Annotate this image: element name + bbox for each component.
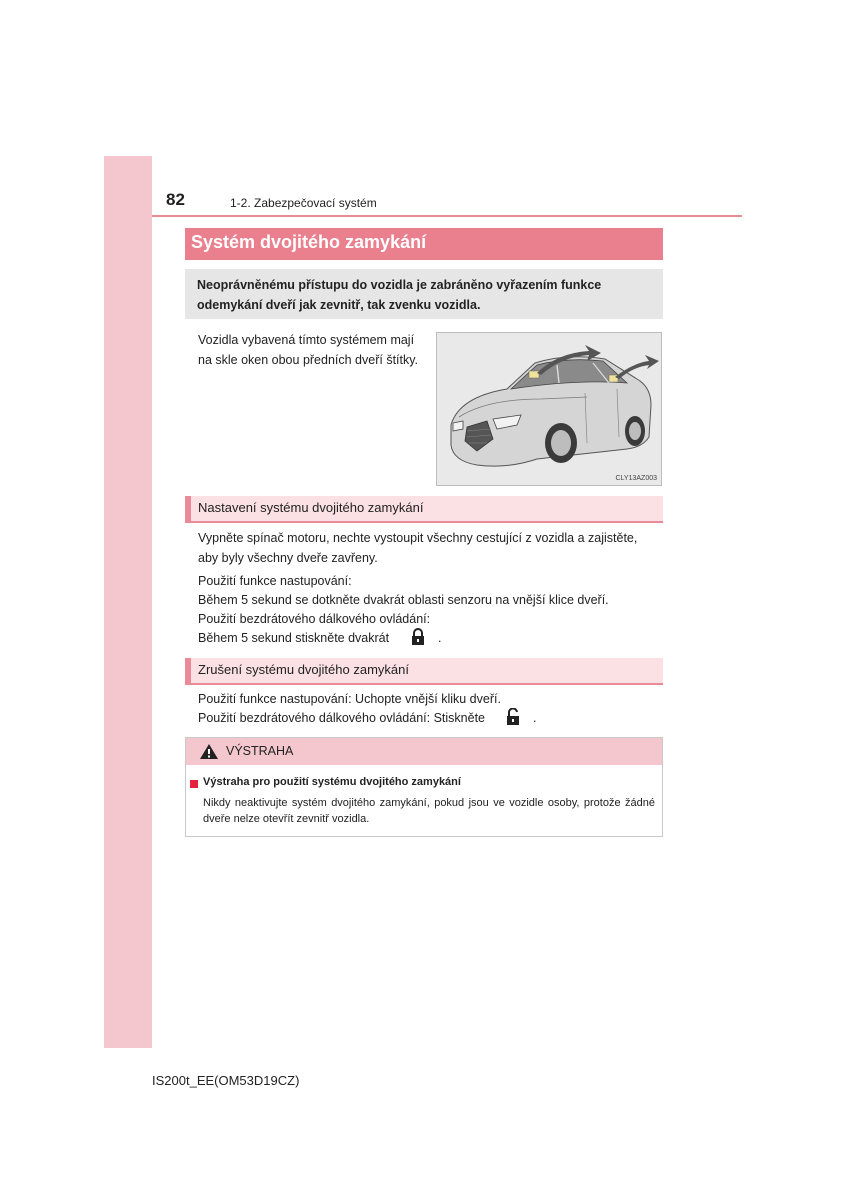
subheading-set <box>185 496 663 523</box>
set-text-5: Použití bezdrátového dálkového ovládání: <box>198 612 431 626</box>
figure-text-2: na skle oken obou předních dveří štítky. <box>198 353 419 367</box>
set-text-4: Během 5 sekund se dotkněte dvakrát oblasti senzoru na vnější klice dveří. <box>198 593 609 607</box>
warning-label: VÝSTRAHA <box>226 744 294 758</box>
warning-text: Nikdy neaktivujte systém dvojitého zamykání, pokud jsou ve vozidle osoby, protože žádné dveře nelze otevřít zevnitř vozidla. <box>203 797 655 825</box>
warning-bullet <box>190 780 198 788</box>
footer-code: IS200t_EE(OM53D19CZ) <box>152 1073 300 1088</box>
subheading-accent <box>185 658 191 683</box>
section-title: Systém dvojitého zamykání <box>191 232 427 252</box>
figure-code: CLY13AZ003 <box>615 475 657 482</box>
cancel-text-2: Použití bezdrátového dálkového ovládání: Stiskněte <box>198 711 485 725</box>
cancel-text-1: Použití funkce nastupování: Uchopte vnější kliku dveří. <box>198 692 501 706</box>
cancel-text-2-end: . <box>533 711 537 725</box>
set-text-3: Použití funkce nastupování: <box>198 574 352 588</box>
car-drawing <box>437 333 662 486</box>
intro-text: Neoprávněnému přístupu do vozidla je zabráněno vyřazením funkce odemykání dveří jak zevnitř, tak zvenku vozidla. <box>197 278 602 312</box>
set-text-6-end: . <box>438 631 442 645</box>
unlock-icon <box>506 708 520 726</box>
figure-text-1: Vozidla vybavená tímto systémem mají <box>198 333 415 347</box>
subheading-accent <box>185 496 191 521</box>
warning-subheading: Výstraha pro použití systému dvojitého zamykání <box>203 776 461 788</box>
chapter-title: 1-2. Zabezpečovací systém <box>230 196 377 210</box>
subheading-cancel <box>185 658 663 685</box>
subheading-set-text: Nastavení systému dvojitého zamykání <box>198 500 424 515</box>
side-strip <box>104 156 152 1048</box>
section-title-bar <box>185 228 663 260</box>
intro-box <box>185 269 663 319</box>
page-number: 82 <box>166 190 185 209</box>
header-rule <box>152 215 742 217</box>
subheading-cancel-text: Zrušení systému dvojitého zamykání <box>198 662 409 677</box>
set-text-2: aby byly všechny dveře zavřeny. <box>198 551 378 565</box>
car-illustration <box>436 332 662 486</box>
set-text-1: Vypněte spínač motoru, nechte vystoupit všechny cestující z vozidla a zajistěte, <box>198 531 638 545</box>
lock-icon <box>411 628 425 646</box>
warning-header <box>186 738 662 765</box>
warning-box <box>185 737 663 837</box>
set-text-6: Během 5 sekund stiskněte dvakrát <box>198 631 390 645</box>
warning-icon <box>199 743 219 760</box>
